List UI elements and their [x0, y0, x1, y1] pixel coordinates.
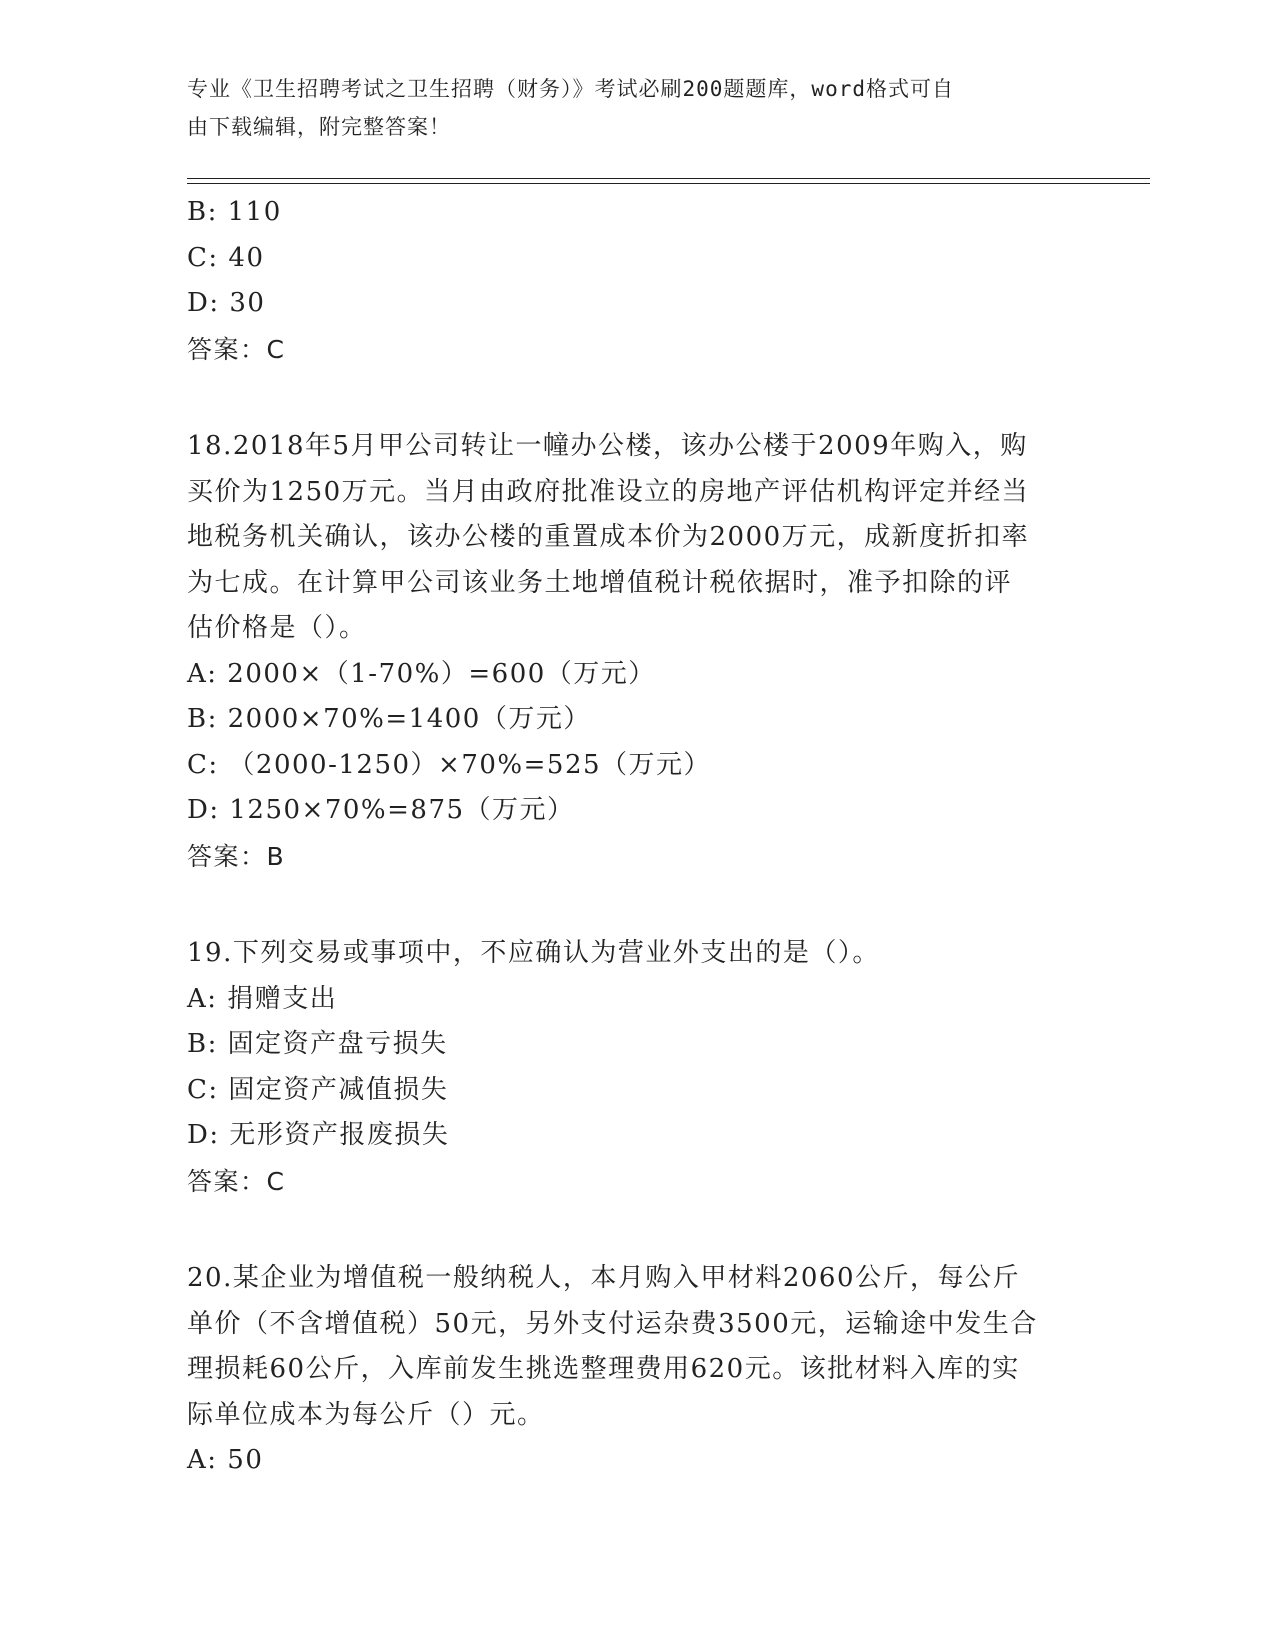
question-18	[187, 424, 1087, 879]
question-stem-line: 19.下列交易或事项中，不应确认为营业外支出的是（）。	[187, 938, 880, 968]
option-c: C: （2000-1250）×70%=525（万元）	[187, 749, 712, 780]
question-20	[187, 1256, 1087, 1484]
option-d: D: 无形资产报废损失	[187, 1120, 450, 1150]
option-a: A: 50	[187, 1445, 264, 1475]
spacer	[187, 1204, 1087, 1256]
answer-line: 答案：C	[187, 334, 286, 364]
question-stem-line: 20.某企业为增值税一般纳税人，本月购入甲材料2060公斤，每公斤	[187, 1263, 1021, 1293]
question-stem-line: 单价（不含增值税）50元，另外支付运杂费3500元，运输途中发生合	[187, 1308, 1038, 1339]
option-b: B: 110	[187, 197, 282, 227]
question-17-tail	[187, 190, 1087, 372]
question-stem-line: 估价格是（）。	[187, 613, 367, 643]
header-line-1: 专业《卫生招聘考试之卫生招聘（财务）》考试必刷200题题库，word格式可自	[187, 77, 954, 101]
question-stem-line: 际单位成本为每公斤（）元。	[187, 1399, 545, 1430]
header-line-2: 由下载编辑，附完整答案！	[187, 115, 451, 139]
spacer	[187, 372, 1087, 424]
document-header	[187, 70, 1067, 146]
question-stem-line: 地税务机关确认，该办公楼的重置成本价为2000万元，成新度折扣率	[187, 522, 1030, 552]
option-d: D: 30	[187, 288, 266, 318]
answer-line: 答案：C	[187, 1166, 286, 1196]
spacer	[187, 879, 1087, 931]
question-stem-line: 18.2018年5月甲公司转让一幢办公楼，该办公楼于2009年购入，购	[187, 431, 1028, 461]
option-d: D: 1250×70%=875（万元）	[187, 795, 575, 825]
option-c: C: 固定资产减值损失	[187, 1074, 449, 1105]
question-stem-line: 理损耗60公斤，入库前发生挑选整理费用620元。该批材料入库的实	[187, 1354, 1020, 1384]
header-divider-top	[187, 178, 1150, 179]
header-divider-bottom	[187, 183, 1150, 184]
option-b: B: 2000×70%=1400（万元）	[187, 704, 591, 734]
option-b: B: 固定资产盘亏损失	[187, 1029, 448, 1059]
question-19	[187, 931, 1087, 1204]
question-stem-line: 买价为1250万元。当月由政府批准设立的房地产评估机构评定并经当	[187, 476, 1030, 507]
option-a: A: 捐赠支出	[187, 983, 338, 1014]
option-a: A: 2000×（1-70%）=600（万元）	[187, 658, 656, 689]
answer-line: 答案：B	[187, 841, 286, 871]
option-c: C: 40	[187, 242, 265, 273]
question-stem-line: 为七成。在计算甲公司该业务土地增值税计税依据时，准予扣除的评	[187, 567, 1013, 598]
document-body	[187, 190, 1087, 1484]
